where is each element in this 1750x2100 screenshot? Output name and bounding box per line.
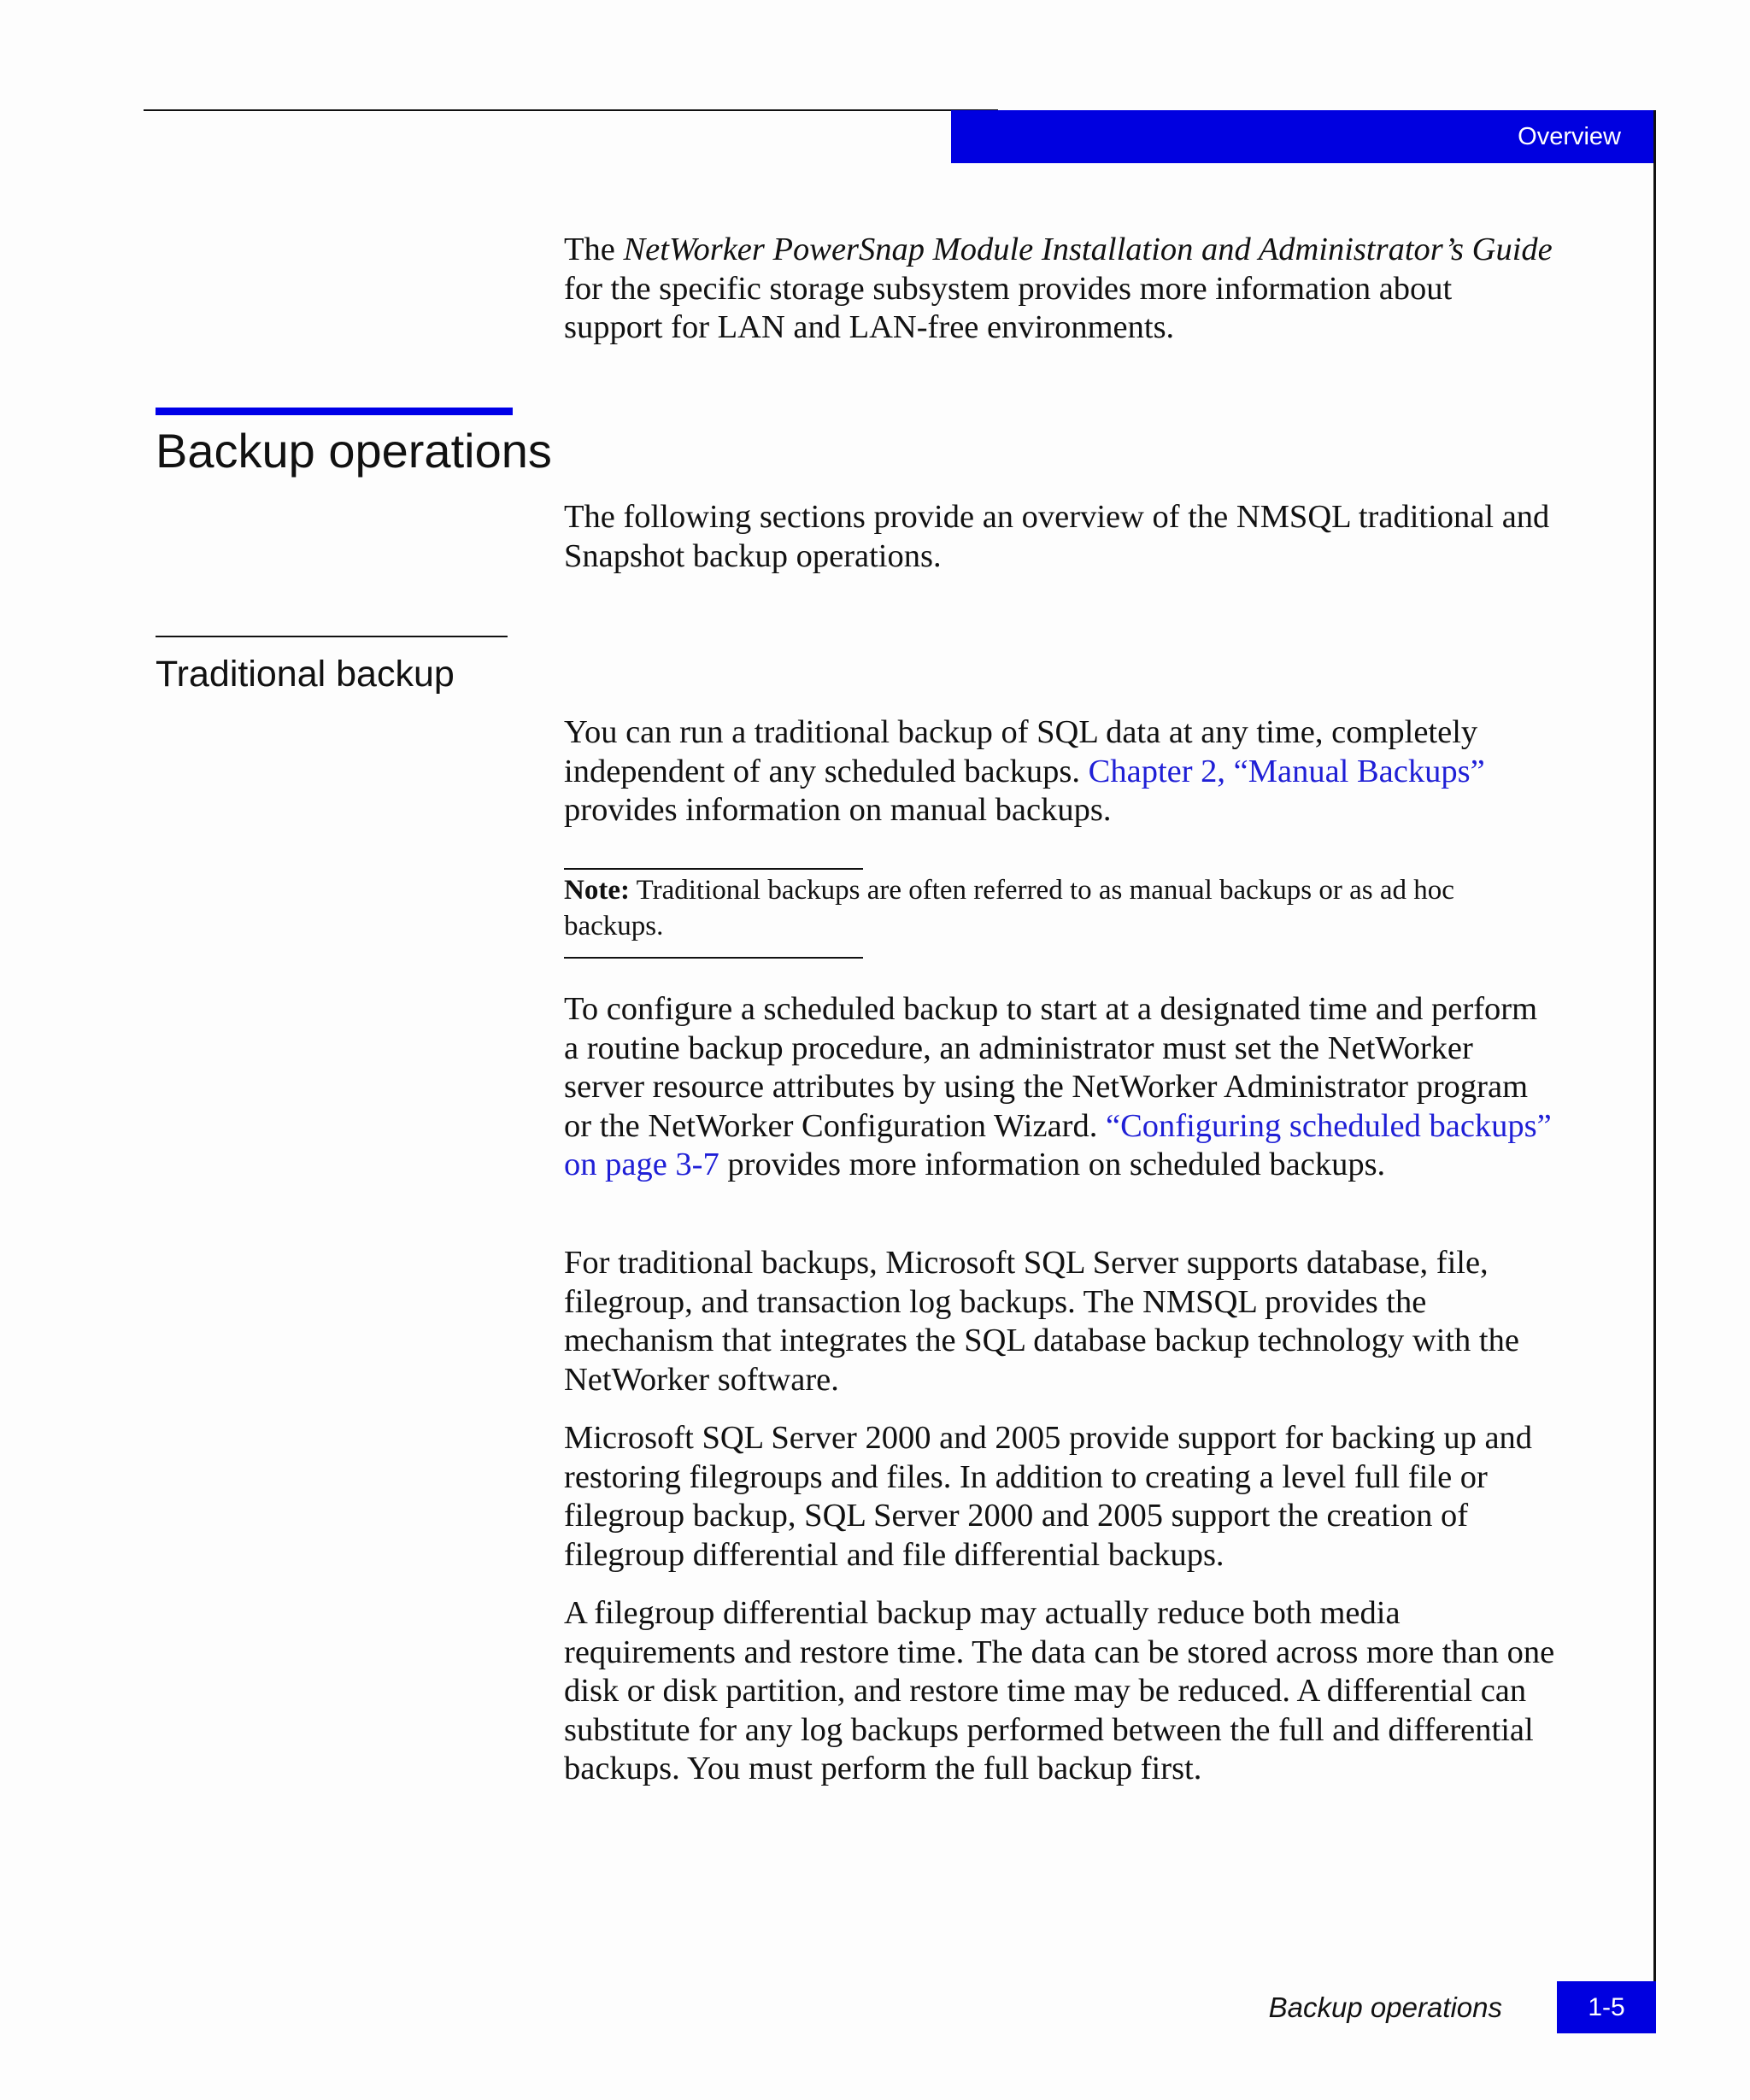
note-top-rule [564,868,863,870]
right-margin-rule [1653,110,1656,1986]
section-accent-bar [156,408,513,415]
manual-backups-link[interactable]: Chapter 2, “Manual Backups” [1088,753,1485,789]
paragraph-supported-backups: For traditional backups, Microsoft SQL Server supports database, file, filegroup, and transaction log backups. The NMSQL provides the mechanism that integrates the SQL database backup technology with the NetWorker software. [564,1245,1519,1398]
note-label: Note: [564,875,630,906]
paragraph-traditional-backup: You can run a traditional backup of SQL data at any time, completely independent of any scheduled backups. Chapter 2, “Manual Backups” provides information on manual backups. [564,714,1485,829]
header-section-tab [951,110,1655,163]
paragraph-filegroups: Microsoft SQL Server 2000 and 2005 provide support for backing up and restoring filegroups and files. In addition to creating a level full file or filegroup backup, SQL Server 2000 and 2005 support the creation of filegroup differential and file differential backups. [564,1420,1533,1573]
page-number-box [1557,1981,1656,2033]
section-heading: Backup operations [156,424,552,478]
subsection-rule [156,636,508,637]
intro-paragraph: The NetWorker PowerSnap Module Installation and Administrator’s Guide for the specific storage subsystem provides more information about support for LAN and LAN-free environments. [564,232,1553,346]
note-bottom-rule [564,957,863,959]
page-number: 1-5 [1588,1992,1625,2021]
footer-section-label: Backup operations [1268,1991,1502,2023]
subsection-heading: Traditional backup [156,654,455,695]
guide-title: NetWorker PowerSnap Module Installation and Administrator’s Guide [623,232,1553,267]
configuring-scheduled-backups-link[interactable]: “Configuring scheduled backups” on page 3-7 [564,1107,1552,1183]
header-rule [144,109,998,111]
header-section-label: Overview [1518,122,1621,150]
note-text: Traditional backups are often referred to as manual backups or as ad hoc backups. [564,875,1454,941]
paragraph-scheduled-backup: To configure a scheduled backup to start at a designated time and perform a routine backup procedure, an administrator must set the NetWorker server resource attributes by using the NetWorker Administrator program or the NetWorker Configuration Wizard. “Configuring scheduled backups” on page 3-7 provides more information on scheduled backups. [564,991,1552,1183]
section-intro-paragraph: The following sections provide an overview of the NMSQL traditional and Snapshot backup operations. [564,499,1550,574]
note-box [564,872,1555,944]
paragraph-differential: A filegroup differential backup may actually reduce both media requirements and restore time. The data can be stored across more than one disk or disk partition, and restore time may be reduced. A differential can substitute for any log backups performed between the full and differential backups. You must perform the full backup first. [564,1595,1555,1787]
